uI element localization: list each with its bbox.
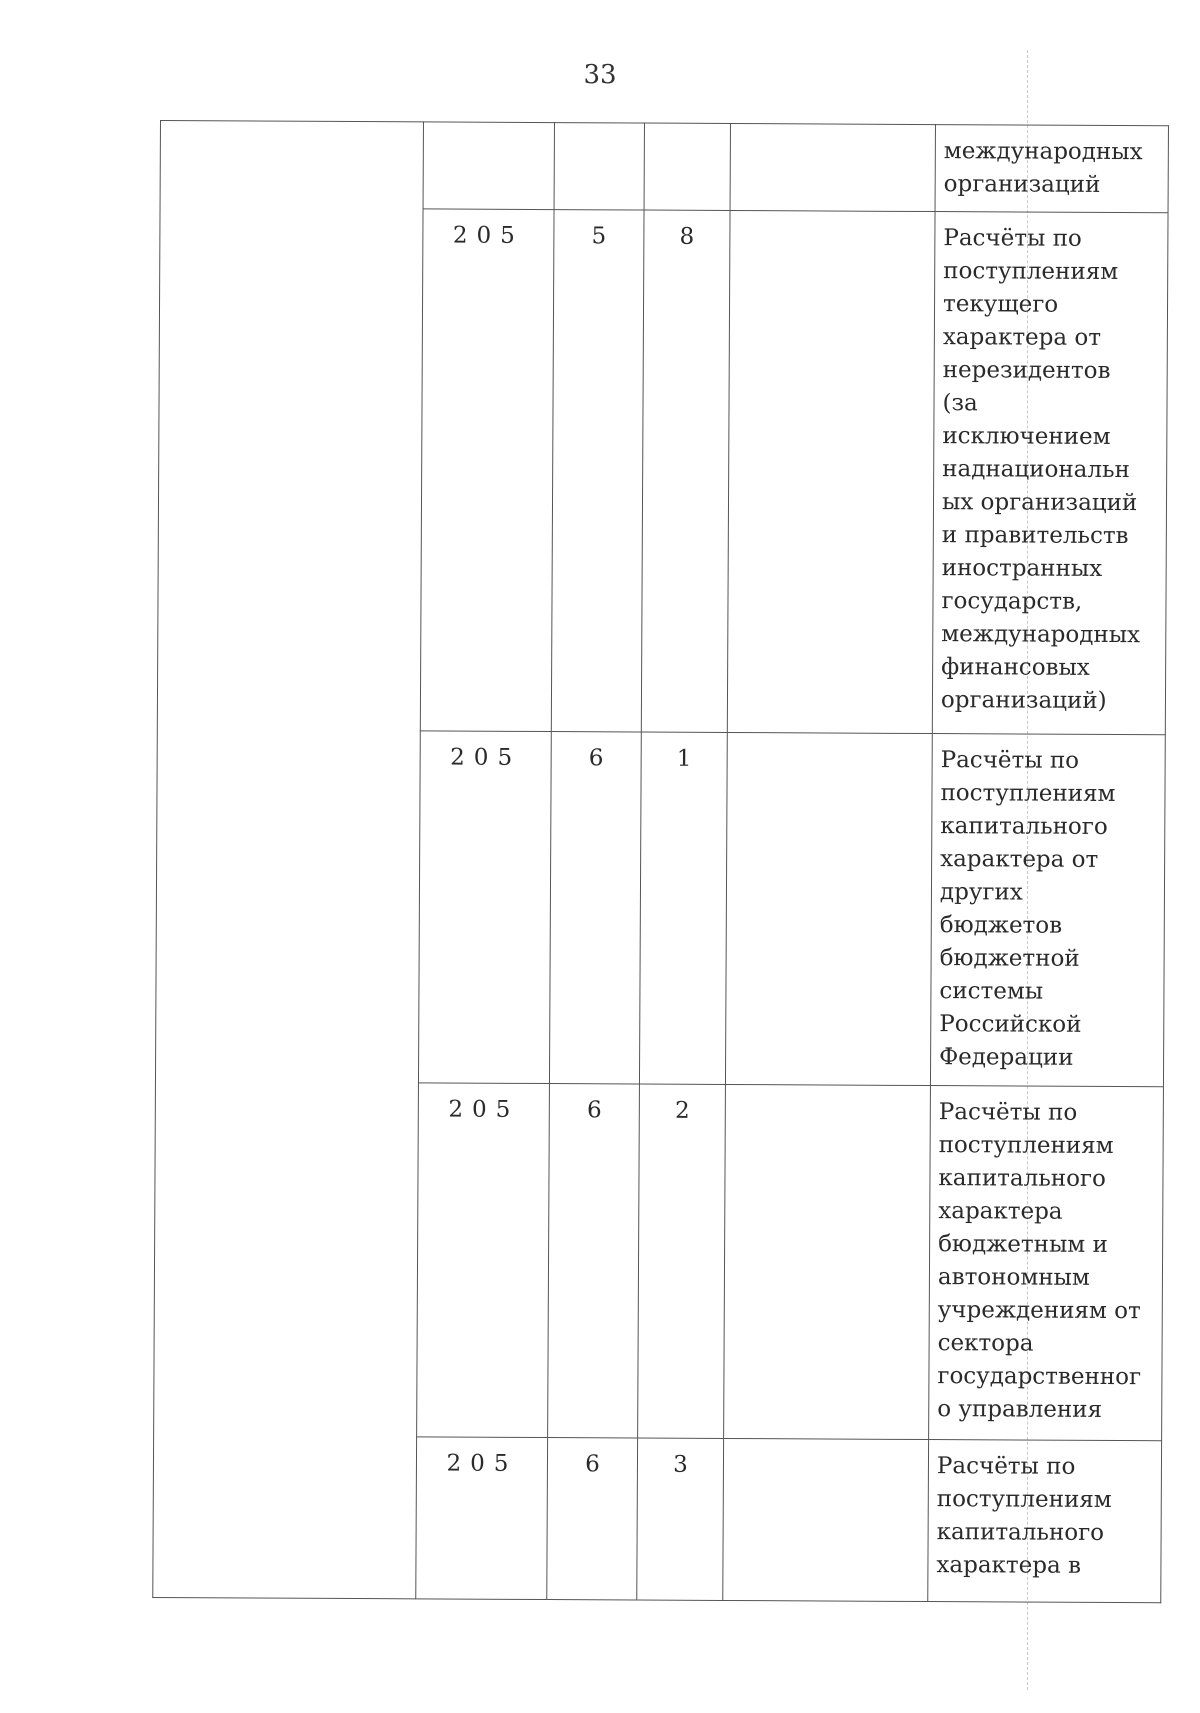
description-line: автономным: [937, 1264, 1090, 1291]
description-line: Расчёты по: [938, 1099, 1078, 1126]
description-line: Федерации: [939, 1044, 1074, 1071]
description-line: Расчёты по: [940, 747, 1080, 774]
description-line: системы: [939, 978, 1044, 1005]
description-line: наднациональн: [942, 456, 1130, 484]
description-line: капитального: [940, 813, 1108, 840]
empty-cell: [730, 123, 935, 211]
page-number: 33: [583, 60, 617, 90]
description-cell: [932, 212, 1168, 735]
description-line: учреждениям от: [937, 1297, 1141, 1325]
description-line: бюджетов: [939, 912, 1063, 939]
description-line: исключением: [942, 423, 1111, 450]
description-line: иностранных: [941, 555, 1103, 582]
description-line: государственног: [937, 1363, 1142, 1391]
description-line: ых организаций: [941, 489, 1138, 517]
description-line: бюджетной: [939, 945, 1080, 972]
description-line: Расчёты по: [936, 1453, 1076, 1480]
description-line: капитального: [936, 1519, 1105, 1546]
empty-cell: [723, 1438, 929, 1601]
description-line: характера: [938, 1198, 1063, 1225]
empty-cell: [725, 732, 932, 1085]
description-line: поступлениям: [936, 1486, 1112, 1514]
description-cell: [928, 1440, 1162, 1603]
account-table: [152, 120, 1169, 1603]
subaccount-digit-cell: 6: [547, 1438, 638, 1600]
subaccount-digit-cell: 1: [639, 732, 727, 1084]
description-line: Расчёты по: [943, 225, 1082, 252]
description-line: бюджетным и: [938, 1231, 1108, 1258]
empty-cell: [727, 210, 935, 733]
description-line: сектора: [937, 1330, 1034, 1357]
account-code-cell: [423, 122, 554, 210]
table-row: [160, 121, 1168, 213]
description-line: текущего: [942, 291, 1059, 318]
subaccount-digit-cell: 5: [551, 210, 644, 732]
description-line: о управления: [937, 1396, 1103, 1423]
description-line: международных: [943, 138, 1143, 166]
subaccount-digit-cell: 2: [638, 1084, 726, 1438]
description-line: капитального: [938, 1165, 1106, 1192]
description-line: характера от: [940, 846, 1099, 873]
merged-first-column-cell: [153, 121, 424, 1599]
description-line: поступлениям: [940, 780, 1116, 808]
description-cell: [935, 125, 1168, 213]
description-cell: [930, 734, 1165, 1087]
description-line: организаций): [940, 687, 1107, 714]
description-line: и правительств: [941, 522, 1129, 550]
description-line: организаций: [943, 171, 1101, 198]
description-line: международных: [941, 621, 1141, 649]
description-line: поступлениям: [938, 1132, 1114, 1160]
description-line: финансовых: [941, 654, 1090, 681]
description-line: поступлениям: [943, 258, 1119, 286]
description-line: характера в: [936, 1552, 1082, 1579]
subaccount-digit-cell: 6: [549, 732, 641, 1084]
description-line: Российской: [939, 1011, 1082, 1038]
description-line: государств,: [941, 588, 1083, 615]
description-line: нерезидентов: [942, 357, 1111, 384]
account-table-wrapper: [152, 120, 1168, 1603]
subaccount-digit-cell: 6: [548, 1084, 640, 1438]
empty-cell: [724, 1084, 931, 1439]
subaccount-digit-cell: [644, 123, 730, 210]
description-line: других: [939, 879, 1023, 906]
subaccount-digit-cell: 8: [641, 210, 730, 732]
subaccount-digit-cell: 3: [637, 1438, 724, 1600]
subaccount-digit-cell: [554, 123, 644, 210]
account-code-cell: 205: [417, 1083, 550, 1438]
account-code-cell: 205: [420, 209, 554, 732]
account-table-body: [153, 121, 1169, 1603]
description-line: (за: [942, 390, 978, 417]
description-cell: [929, 1086, 1164, 1441]
account-code-cell: 205: [418, 731, 551, 1084]
description-line: характера от: [942, 324, 1102, 351]
account-code-cell: 205: [416, 1437, 548, 1600]
